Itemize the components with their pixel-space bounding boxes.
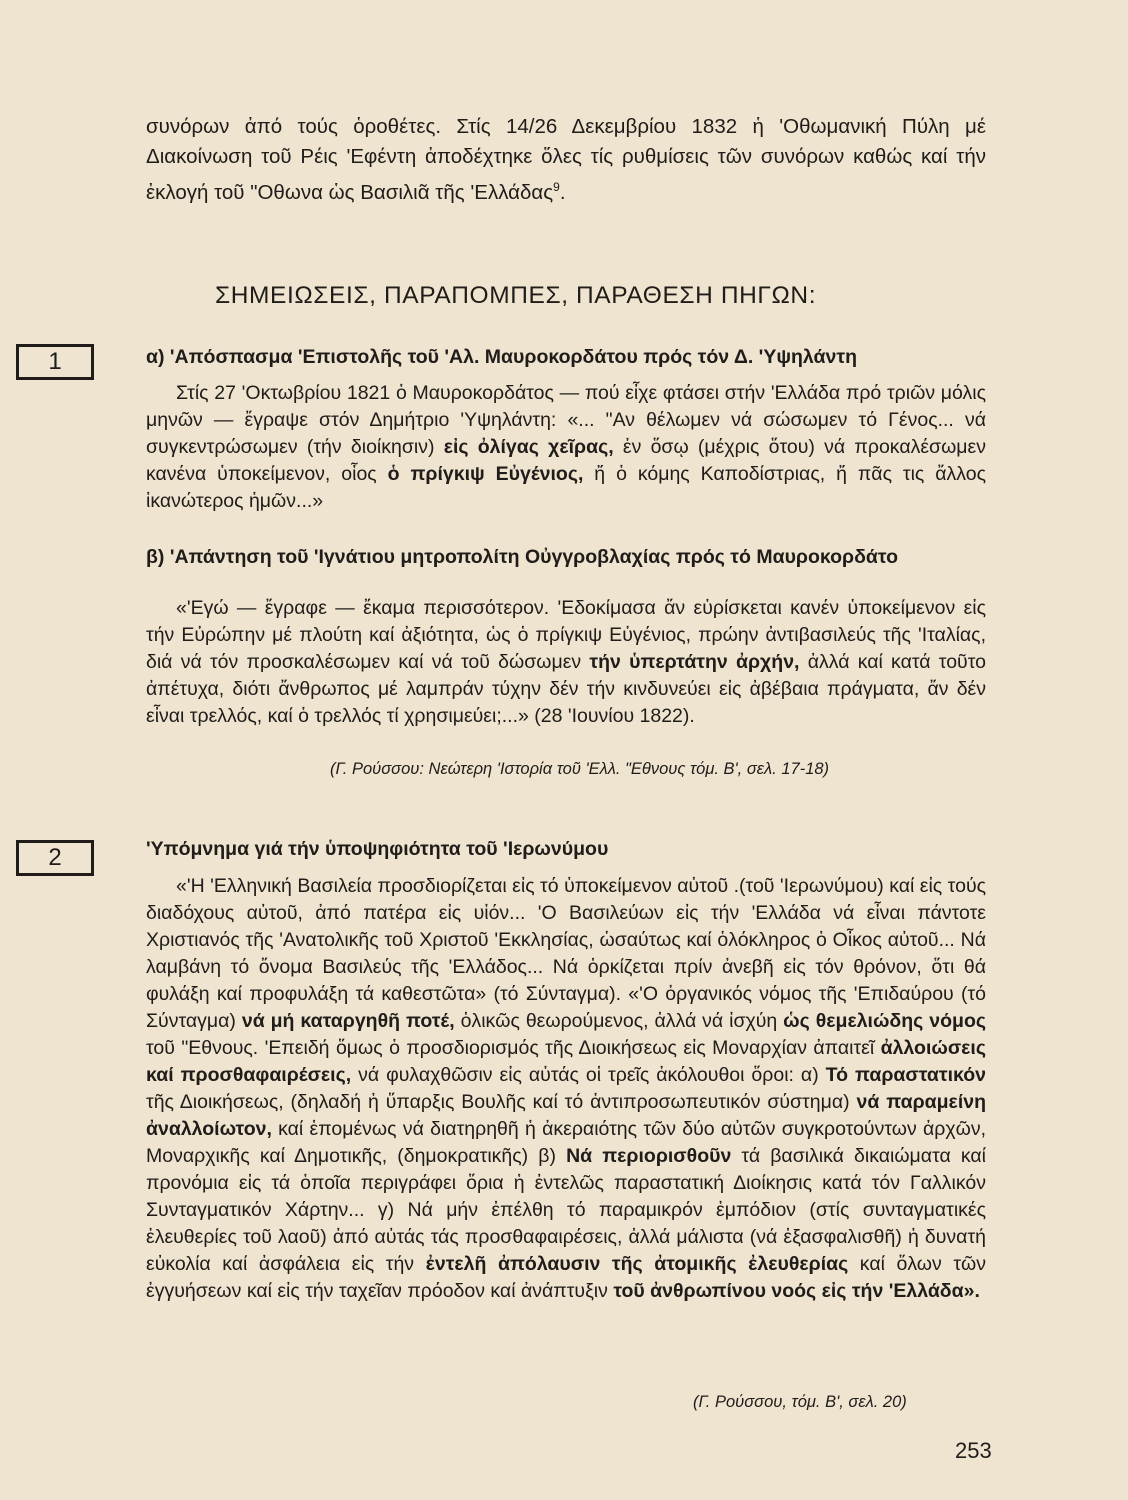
bold-run: ὡς θεμελιώδης νόμος xyxy=(783,1010,986,1032)
page-number: 253 xyxy=(955,1438,992,1463)
text-run: τῆς Διοικήσεως, (δηλαδή ἡ ὕπαρξις Βουλῆς καί τό ἀντιπροσωπευτικόν σύστημα) xyxy=(146,1091,857,1113)
footnote-marker: 9 xyxy=(553,180,560,194)
bold-run: τοῦ ἀνθρωπίνου νοός εἰς τήν 'Ελλάδα». xyxy=(613,1280,980,1302)
bold-run: ὁ πρίγκιψ Εὐγένιος, xyxy=(387,463,584,485)
text-run: καί ὅλων τῶν ἐγγυήσεων καί εἰς τήν ταχεῖαν πρόοδον καί ἀνάπτυξιν xyxy=(146,1253,986,1302)
bold-run: νά μή καταργηθῆ ποτέ, xyxy=(241,1010,455,1032)
bold-run: Τό παραστατικόν xyxy=(825,1064,987,1086)
bold-run: νά παραμείνη ἀναλλοίωτον, xyxy=(146,1091,986,1140)
text-run: τά βασιλικά δικαιώματα καί προνόμια εἰς τά ὁποῖα περιγράφει ὅρια ἡ ἐντελῶς παραστατική Διοίκησις κατά τόν Γαλλικόν Συνταγματικόν Χάρτην... γ) Νά μήν ἐπέλθη τό παραμικρόν ἐμπόδιον (στίς συνταγματικές ἐλευθερίες τοῦ λαοῦ) ἀπό αὐτάς τάς προσθαφαιρέσεις, ἀλλά μάλιστα (νά ἐξασφαλισθῆ) ἡ δυνατή εὐκολία καί ἀσφάλεια εἰς τήν xyxy=(146,1145,986,1275)
text-run: ἐν ὅσῳ (μέχρις ὅτου) νά προκαλέσωμεν κανένα ὑποκείμενον, οἷος xyxy=(146,436,986,485)
bold-run: εἰς ὀλίγας χεῖρας, xyxy=(443,436,614,458)
intro-end: . xyxy=(559,180,566,204)
text-run: «'Η 'Ελληνική Βασιλεία προσδιορίζεται εἰς τό ὑποκείμενον αὐτοῦ .(τοῦ 'Ιερωνύμου) καί εἰς τούς διαδόχους αὐτοῦ, ἀπό πατέρα εἰς υἱόν... 'Ο Βασιλεύων εἰς τήν 'Ελλάδα νά εἶναι πάντοτε Χριστιανός τῆς 'Ανατολικῆς τοῦ Χριστοῦ 'Εκκλησίας, ὡσαύτως καί ὁλόκληρος ὁ Οἶκος αὐτοῦ... Νά λαμβάνη τό ὄνομα Βασιλεύς τῆς 'Ελλάδος... Νά ὁρκίζεται πρίν ἀνεβῆ εἰς τόν θρόνον, ὅτι θά φυλάξη καί προφυλάξη τά καθεστῶτα» (τό Σύνταγμα). «'Ο ὀργανικός νόμος τῆς 'Επιδαύρου (τό Σύνταγμα) xyxy=(146,875,986,1032)
text-run: Στίς 27 'Οκτωβρίου 1821 ὁ Μαυροκορδάτος — πού εἶχε φτάσει στήν 'Ελλάδα πρό τριῶν μόλις μηνῶν — ἔγραψε στόν Δημήτριο 'Υψηλάντη: «... "Αν θέλωμεν νά σώσωμεν τό Γένος... νά συγκεντρώσωμεν (τήν διοίκησιν) xyxy=(146,382,986,458)
source-box-2 xyxy=(16,840,94,876)
bold-run: τήν ὑπερτάτην ἀρχήν, xyxy=(589,651,800,673)
text-run: τοῦ "Εθνους. 'Επειδή ὅμως ὁ προσδιορισμός τῆς Διοικήσεως εἰς Μοναρχίαν ἀπαιτεῖ xyxy=(146,1037,881,1059)
excerpt-b-title: β) 'Απάντηση τοῦ 'Ιγνάτιου μητροπολίτη Οὐγγροβλαχίας πρός τό Μαυροκορδάτο xyxy=(146,546,898,568)
section-heading: ΣΗΜΕΙΩΣΕΙΣ, ΠΑΡΑΠΟΜΠΕΣ, ΠΑΡΑΘΕΣΗ ΠΗΓΩΝ: xyxy=(215,282,817,309)
excerpt-b-paragraph xyxy=(146,595,986,730)
text-run: καί ἑπομένως νά διατηρηθῆ ἡ ἀκεραιότης τῶν δύο αὐτῶν συγκροτούντων ἀρχῶν, Μοναρχικῆς καί Δημοτικῆς, (δημοκρατικῆς) β) xyxy=(146,1118,986,1167)
citation-1: (Γ. Ρούσσου: Νεώτερη 'Ιστορία τοῦ 'Ελλ. "Εθνους τόμ. Β', σελ. 17-18) xyxy=(330,760,830,778)
bold-run: ἀλλοιώσεις καί προσθαφαιρέσεις, xyxy=(146,1037,986,1086)
text-run: ἤ ὁ κόμης Καποδίστριας, ἤ πᾶς τις ἄλλος ἱκανώτερος ἡμῶν...» xyxy=(146,463,986,512)
excerpt-a-title: α) 'Απόσπασμα 'Επιστολῆς τοῦ 'Αλ. Μαυροκορδάτου πρός τόν Δ. 'Υψηλάντη xyxy=(146,346,857,368)
intro-paragraph xyxy=(146,112,986,208)
source-number-2: 2 xyxy=(48,844,62,871)
memorandum-title: 'Υπόμνημα γιά τήν ὑποψηφιότητα τοῦ 'Ιερωνύμου xyxy=(146,838,609,860)
memorandum-paragraph xyxy=(146,873,986,1305)
source-number-1: 1 xyxy=(48,348,62,375)
excerpt-a-paragraph xyxy=(146,380,986,515)
text-run: ὁλικῶς θεωρούμενος, ἀλλά νά ἰσχύη xyxy=(454,1010,784,1032)
citation-2: (Γ. Ρούσσου, τόμ. Β', σελ. 20) xyxy=(693,1393,907,1411)
source-box-1 xyxy=(16,344,94,380)
intro-text: συνόρων ἀπό τούς ὁροθέτες. Στίς 14/26 Δεκεμβρίου 1832 ἡ 'Οθωμανική Πύλη μέ Διακοίνωση τοῦ Ρέις 'Εφέντη ἀποδέχτηκε ὅλες τίς ρυθμίσεις τῶν συνόρων καθώς καί τήν ἐκλογή τοῦ "Οθωνα ὡς Βασιλιᾶ τῆς 'Ελλάδας xyxy=(146,115,986,204)
bold-run: Νά περιορισθοῦν xyxy=(566,1145,732,1167)
bold-run: ἐντελῆ ἀπόλαυσιν τῆς ἀτομικῆς ἐλευθερίας xyxy=(425,1253,849,1275)
text-run: «'Εγώ — ἔγραφε — ἔκαμα περισσότερον. 'Εδοκίμασα ἄν εὑρίσκεται κανέν ὑποκείμενον εἰς τήν Εὐρώπην μέ πλούτη καί ἀξιότητα, ὡς ὁ πρίγκιψ Εὐγένιος, πρώην ἀντιβασιλεύς τῆς 'Ιταλίας, διά νά τόν προσκαλέσωμεν καί νά τοῦ δώσωμεν xyxy=(146,597,986,673)
text-run: ἀλλά καί κατά τοῦτο ἀπέτυχα, διότι ἄνθρωπος μέ λαμπράν τύχην δέν τήν κινδυνεύει εἰς ἀβέβαια πράγματα, ἄν δέν εἶναι τρελλός, καί ὁ τρελλός τί χρησιμεύει;...» (28 'Ιουνίου 1822). xyxy=(146,651,986,727)
text-run: νά φυλαχθῶσιν εἰς αὐτάς οἱ τρεῖς ἀκόλουθοι ὅροι: α) xyxy=(351,1064,826,1086)
